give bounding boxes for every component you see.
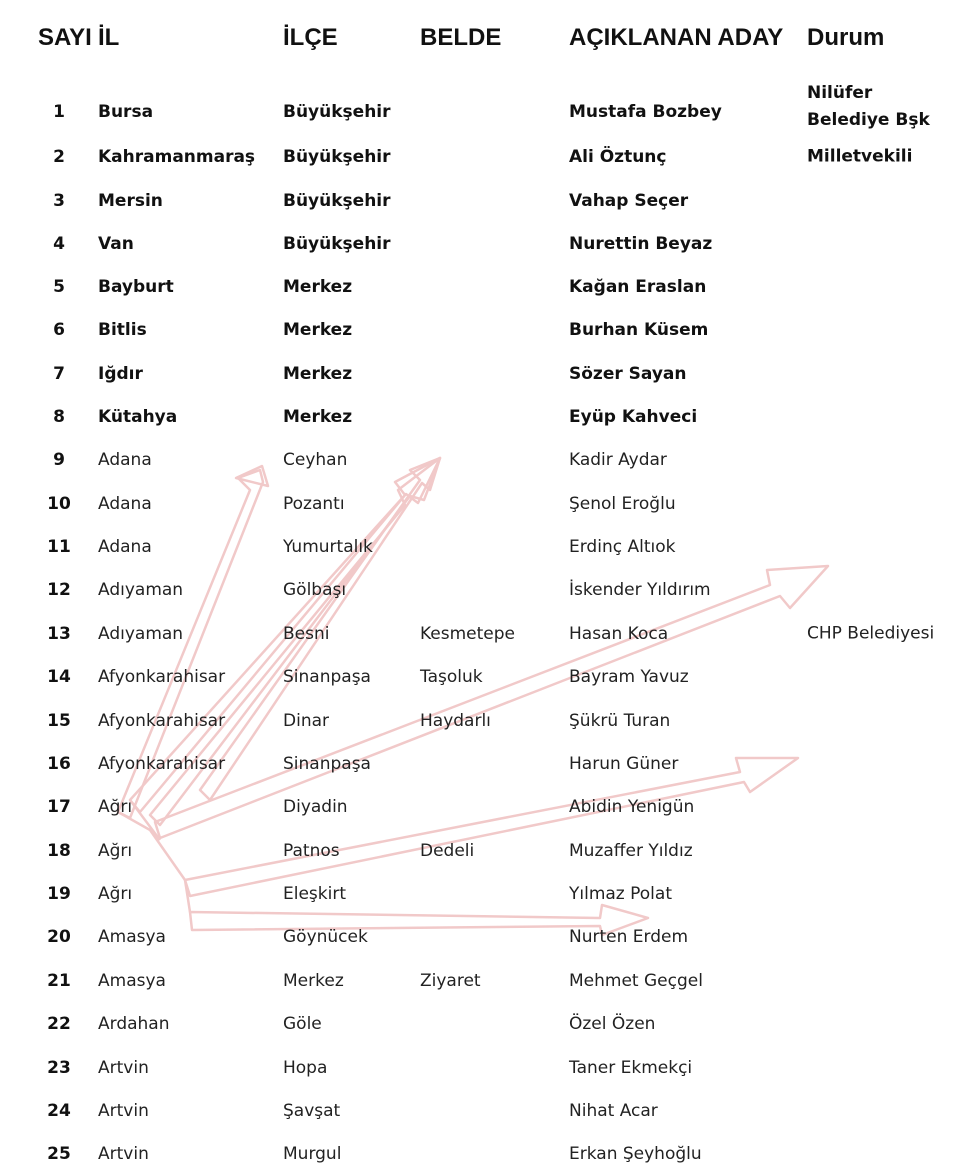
cell-aday: Erkan Şeyhoğlu bbox=[569, 1144, 702, 1164]
cell-ilce: Diyadin bbox=[283, 797, 348, 817]
cell-aday: Özel Özen bbox=[569, 1014, 656, 1034]
cell-ilce: Murgul bbox=[283, 1144, 342, 1164]
table-row bbox=[0, 1003, 960, 1046]
cell-no: 12 bbox=[47, 580, 71, 600]
cell-il: Adana bbox=[98, 537, 152, 557]
cell-aday: Burhan Küsem bbox=[569, 320, 709, 340]
cell-il: Ağrı bbox=[98, 841, 133, 861]
cell-no: 20 bbox=[47, 927, 71, 947]
cell-il: Adana bbox=[98, 450, 152, 470]
cell-il: Bursa bbox=[98, 102, 154, 122]
cell-aday: Taner Ekmekçi bbox=[569, 1058, 693, 1078]
cell-ilce: Göynücek bbox=[283, 927, 368, 947]
cell-no: 23 bbox=[47, 1058, 71, 1078]
table-row bbox=[0, 82, 960, 134]
cell-ilce: Merkez bbox=[283, 320, 353, 340]
cell-aday: Bayram Yavuz bbox=[569, 667, 689, 687]
header-il: İL bbox=[98, 24, 120, 51]
cell-ilce: Şavşat bbox=[283, 1101, 341, 1121]
table-row bbox=[0, 180, 960, 223]
cell-aday: İskender Yıldırım bbox=[569, 580, 711, 600]
cell-il: Van bbox=[98, 234, 134, 254]
cell-ilce: Besni bbox=[283, 624, 330, 644]
cell-aday: Mustafa Bozbey bbox=[569, 102, 722, 122]
table-row bbox=[0, 526, 960, 569]
cell-aday: Muzaffer Yıldız bbox=[569, 841, 693, 861]
table-row bbox=[0, 483, 960, 526]
cell-durum: Milletvekili bbox=[807, 146, 913, 167]
cell-belde: Taşoluk bbox=[420, 667, 483, 687]
table-row bbox=[0, 439, 960, 482]
cell-ilce: Merkez bbox=[283, 364, 353, 384]
cell-no: 25 bbox=[47, 1144, 71, 1164]
cell-durum: Nilüfer Belediye Bşk bbox=[807, 82, 930, 130]
cell-no: 15 bbox=[47, 711, 71, 731]
cell-aday: Ali Öztunç bbox=[569, 147, 667, 167]
cell-no: 17 bbox=[47, 797, 71, 817]
cell-no: 1 bbox=[53, 102, 65, 122]
cell-ilce: Sinanpaşa bbox=[283, 754, 371, 774]
cell-il: Kütahya bbox=[98, 407, 178, 427]
table-row bbox=[0, 960, 960, 1003]
cell-no: 8 bbox=[53, 407, 65, 427]
table-row bbox=[0, 1047, 960, 1090]
table-row bbox=[0, 1133, 960, 1176]
cell-durum: CHP Belediyesi bbox=[807, 623, 935, 644]
table-row bbox=[0, 569, 960, 612]
cell-il: Ardahan bbox=[98, 1014, 170, 1034]
cell-aday: Eyüp Kahveci bbox=[569, 407, 698, 427]
cell-aday: Nihat Acar bbox=[569, 1101, 658, 1121]
table-row bbox=[0, 309, 960, 352]
table-row bbox=[0, 266, 960, 309]
table-row bbox=[0, 656, 960, 699]
table-row bbox=[0, 396, 960, 439]
table-row bbox=[0, 1090, 960, 1133]
cell-aday: Erdinç Altıok bbox=[569, 537, 676, 557]
header-aday: AÇIKLANAN ADAY bbox=[569, 24, 784, 51]
cell-no: 13 bbox=[47, 624, 71, 644]
cell-ilce: Gölbaşı bbox=[283, 580, 347, 600]
cell-no: 19 bbox=[47, 884, 71, 904]
cell-no: 2 bbox=[53, 147, 65, 167]
cell-no: 6 bbox=[53, 320, 65, 340]
table-row bbox=[0, 136, 960, 179]
cell-no: 18 bbox=[47, 841, 71, 861]
cell-il: Iğdır bbox=[98, 364, 143, 384]
cell-il: Artvin bbox=[98, 1058, 149, 1078]
cell-no: 22 bbox=[47, 1014, 71, 1034]
cell-il: Kahramanmaraş bbox=[98, 147, 256, 167]
cell-no: 10 bbox=[47, 494, 71, 514]
cell-il: Amasya bbox=[98, 927, 166, 947]
cell-aday: Nurten Erdem bbox=[569, 927, 689, 947]
cell-il: Adana bbox=[98, 494, 152, 514]
cell-belde: Kesmetepe bbox=[420, 624, 516, 644]
cell-il: Mersin bbox=[98, 191, 163, 211]
table-row bbox=[0, 743, 960, 786]
cell-il: Ağrı bbox=[98, 884, 133, 904]
cell-ilce: Merkez bbox=[283, 407, 353, 427]
table-row bbox=[0, 786, 960, 829]
cell-aday: Mehmet Geçgel bbox=[569, 971, 703, 991]
cell-no: 11 bbox=[47, 537, 71, 557]
cell-il: Bayburt bbox=[98, 277, 174, 297]
cell-il: Afyonkarahisar bbox=[98, 754, 226, 774]
cell-no: 7 bbox=[53, 364, 65, 384]
cell-aday: Yılmaz Polat bbox=[569, 884, 672, 904]
cell-no: 21 bbox=[47, 971, 71, 991]
cell-il: Adıyaman bbox=[98, 580, 184, 600]
table-row bbox=[0, 353, 960, 396]
cell-ilce: Sinanpaşa bbox=[283, 667, 371, 687]
cell-aday: Abidin Yenigün bbox=[569, 797, 695, 817]
table-row bbox=[0, 873, 960, 916]
cell-ilce: Ceyhan bbox=[283, 450, 348, 470]
table-row bbox=[0, 223, 960, 266]
cell-ilce: Patnos bbox=[283, 841, 340, 861]
header-ilce: İLÇE bbox=[283, 24, 338, 51]
cell-ilce: Büyükşehir bbox=[283, 234, 391, 254]
cell-aday: Kağan Eraslan bbox=[569, 277, 707, 297]
cell-ilce: Büyükşehir bbox=[283, 147, 391, 167]
cell-ilce: Büyükşehir bbox=[283, 102, 391, 122]
header-sayi: SAYI bbox=[38, 24, 92, 51]
cell-il: Ağrı bbox=[98, 797, 133, 817]
cell-ilce: Merkez bbox=[283, 277, 353, 297]
cell-ilce: Büyükşehir bbox=[283, 191, 391, 211]
cell-aday: Nurettin Beyaz bbox=[569, 234, 713, 254]
cell-il: Afyonkarahisar bbox=[98, 667, 226, 687]
cell-il: Amasya bbox=[98, 971, 166, 991]
cell-il: Artvin bbox=[98, 1101, 149, 1121]
cell-aday: Harun Güner bbox=[569, 754, 679, 774]
cell-ilce: Merkez bbox=[283, 971, 344, 991]
cell-no: 9 bbox=[53, 450, 65, 470]
cell-ilce: Pozantı bbox=[283, 494, 345, 514]
table-row bbox=[0, 830, 960, 873]
cell-il: Adıyaman bbox=[98, 624, 184, 644]
cell-no: 24 bbox=[47, 1101, 71, 1121]
header-durum: Durum bbox=[807, 24, 885, 51]
cell-belde: Dedeli bbox=[420, 841, 475, 861]
cell-belde: Haydarlı bbox=[420, 711, 491, 731]
cell-no: 5 bbox=[53, 277, 65, 297]
cell-il: Bitlis bbox=[98, 320, 147, 340]
cell-ilce: Yumurtalık bbox=[283, 537, 373, 557]
header-belde: BELDE bbox=[420, 24, 502, 51]
cell-aday: Kadir Aydar bbox=[569, 450, 667, 470]
cell-ilce: Eleşkirt bbox=[283, 884, 347, 904]
cell-no: 4 bbox=[53, 234, 65, 254]
cell-no: 16 bbox=[47, 754, 71, 774]
table-row bbox=[0, 700, 960, 743]
table-row bbox=[0, 613, 960, 656]
cell-aday: Şükrü Turan bbox=[569, 711, 671, 731]
table-row bbox=[0, 916, 960, 959]
cell-no: 3 bbox=[53, 191, 65, 211]
cell-aday: Hasan Koca bbox=[569, 624, 669, 644]
cell-ilce: Göle bbox=[283, 1014, 322, 1034]
cell-aday: Sözer Sayan bbox=[569, 364, 687, 384]
cell-il: Afyonkarahisar bbox=[98, 711, 226, 731]
cell-aday: Vahap Seçer bbox=[569, 191, 689, 211]
cell-aday: Şenol Eroğlu bbox=[569, 494, 676, 514]
cell-il: Artvin bbox=[98, 1144, 149, 1164]
cell-no: 14 bbox=[47, 667, 71, 687]
cell-ilce: Hopa bbox=[283, 1058, 328, 1078]
cell-ilce: Dinar bbox=[283, 711, 329, 731]
cell-belde: Ziyaret bbox=[420, 971, 481, 991]
